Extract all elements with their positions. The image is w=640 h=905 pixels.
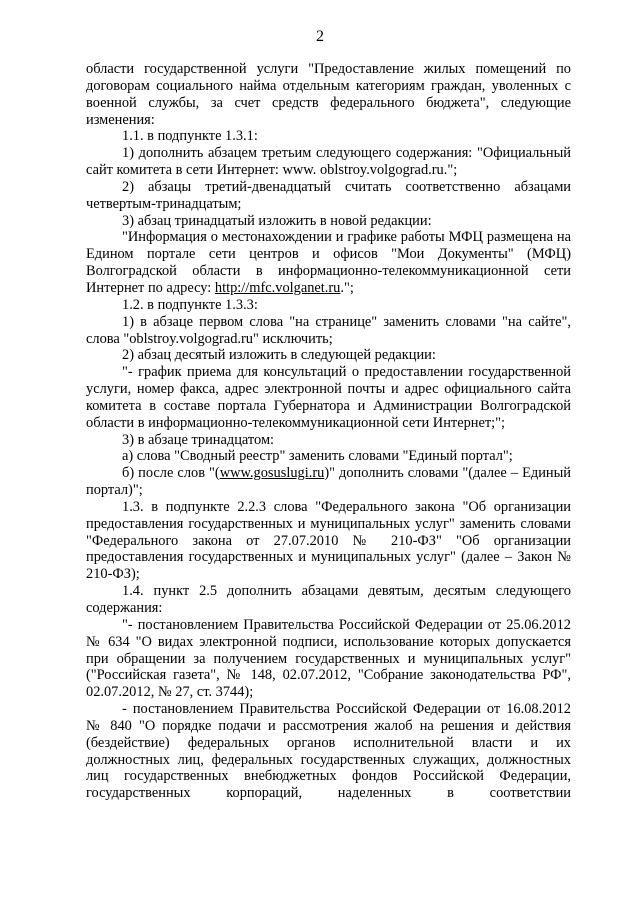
mfc-link[interactable]: http://mfc.volganet.ru <box>214 279 341 296</box>
document-body <box>86 61 571 802</box>
paragraph-1-1-item-1: 1) дополнить абзацем третьим следующего содержания: "Официальный сайт комитета в сети Интернет: www. oblstroy.volgograd.ru."; <box>86 145 571 179</box>
paragraph-1-2-item-2: 2) абзац десятый изложить в следующей редакции: <box>122 347 436 364</box>
paragraph-intro: области государственной услуги "Предоставление жилых помещений по договорам социального найма отдельным категориям граждан, уволенных с военной службы, за счет средств федерального бюджета", следующие изменения: <box>86 61 571 128</box>
paragraph-1-4: 1.4. пункт 2.5 дополнить абзацами девятым, десятым следующего содержания: <box>86 583 571 616</box>
paragraph-item-a: а) слова "Сводный реестр" заменить словами "Единый портал"; <box>122 448 513 465</box>
paragraph-decree-634: "- постановлением Правительства Российской Федерации от 25.06.2012 № 634 "О видах электронной подписи, использование которых допускается при обращении за получением государственных и муниципальных услуг" ("Российская газета", № 148, 02.07.2012, "Собрание законодательства РФ", 02.07.2012, № 27, ст. 3744); <box>86 616 571 701</box>
paragraph-1-2-item-1: 1) в абзаце первом слова "на странице" заменить словами "на сайте", слова "oblstroy.volgograd.ru" исключить; <box>86 313 571 347</box>
paragraph-1-2-item-3: 3) в абзаце тринадцатом: <box>122 431 275 448</box>
paragraph-1-1-item-3: 3) абзац тринадцатый изложить в новой редакции: <box>122 212 432 229</box>
paragraph-1-1: 1.1. в подпункте 1.3.1: <box>122 128 258 145</box>
paragraph-item-b: б) после слов "(www.gosuslugi.ru)" дополнить словами "(далее – Единый портал)"; <box>86 465 571 499</box>
paragraph-1-1-item-2: 2) абзацы третий-двенадцатый считать соответственно абзацами четвертым-тринадцатым; <box>86 178 571 212</box>
page-number: 2 <box>316 28 324 45</box>
paragraph-decree-840: - постановлением Правительства Российской Федерации от 16.08.2012 № 840 "О порядке подачи и рассмотрения жалоб на решения и действия (бездействие) федеральных органов исполнительной власти и их должностных лиц, федеральных государственных служащих, должностных лиц государственных внебюджетных фондов Российской Федерации, государственных корпораций, наделенных в соответствии <box>86 701 571 802</box>
paragraph-schedule: "- график приема для консультаций о предоставлении государственной услуги, номер факса, адрес электронной почты и адрес официального сайта комитета в составе портала Губернатора и Администрации Волгоградской области в информационно-телекоммуникационной сети Интернет;"; <box>86 364 571 431</box>
paragraph-mfc-info: "Информация о местонахождении и графике работы МФЦ размещена на Едином портале сети центров и офисов "Мои Документы" (МФЦ) Волгоградской области в информационно-телекоммуникационной сети Интернет по адресу: http://mfc.volganet.ru."; <box>86 229 571 296</box>
paragraph-1-2: 1.2. в подпункте 1.3.3: <box>122 296 258 313</box>
gosuslugi-link[interactable]: www.gosuslugi.ru <box>219 465 325 482</box>
paragraph-1-3: 1.3. в подпункте 2.2.3 слова "Федерального закона "Об организации предоставления государственных и муниципальных услуг" заменить словами "Федерального закона от 27.07.2010 № 210-ФЗ" "Об организации предоставления государственных и муниципальных услуг" (далее – Закон № 210-ФЗ); <box>86 498 571 583</box>
